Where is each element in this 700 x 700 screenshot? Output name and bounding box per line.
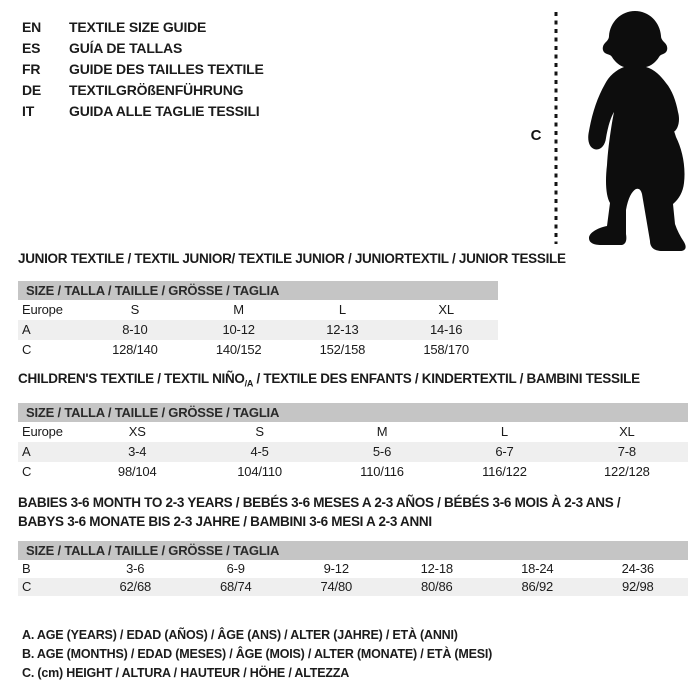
cell: 116/122 [482, 464, 527, 479]
cell: 110/116 [360, 464, 404, 479]
cell: 86/92 [521, 579, 554, 594]
cell: 5-6 [372, 444, 392, 459]
language-row-fr [22, 59, 264, 80]
column-header: S [130, 302, 140, 317]
row-label: A [22, 322, 31, 337]
footnote-b: B. AGE (MONTHS) / EDAD (MESES) / ÂGE (MOIS) / ALTER (MONATE) / ETÀ (MESI) [22, 647, 493, 661]
row-label: B [22, 561, 31, 576]
language-code: EN [22, 19, 42, 35]
table-row [18, 578, 688, 596]
cell: 104/110 [237, 464, 282, 479]
table-row [18, 340, 498, 360]
babies-heading-line2: BABYS 3-6 MONATE BIS 2-3 JAHRE / BAMBINI 3-6 MESI A 2-3 ANNI [18, 514, 432, 529]
cell: 122/128 [604, 464, 650, 479]
cell: 18-24 [521, 561, 554, 576]
cell: 24-36 [621, 561, 654, 576]
row-label: C [22, 342, 32, 357]
babies-size-table [18, 541, 688, 596]
column-header: XL [619, 424, 635, 439]
children-table-heading [18, 371, 640, 389]
region-label: Europe [22, 302, 63, 317]
cell: 158/170 [423, 342, 469, 357]
cell: 6-9 [226, 561, 245, 576]
cell: 92/98 [621, 579, 654, 594]
language-list [22, 17, 264, 122]
children-heading-pre: CHILDREN'S TEXTILE / TEXTIL NIÑO [18, 371, 245, 386]
table-row [18, 320, 498, 340]
size-bar: SIZE / TALLA / TAILLE / GRÖSSE / TAGLIA [18, 541, 688, 560]
toddler-silhouette-icon [520, 0, 700, 254]
language-label: GUIDE DES TAILLES TEXTILE [69, 61, 264, 77]
table-row [18, 462, 688, 482]
row-label: C [22, 579, 32, 594]
language-row-it [22, 101, 264, 122]
cell: 128/140 [112, 342, 158, 357]
language-label: TEXTILGRÖßENFÜHRUNG [69, 82, 244, 98]
row-label: C [22, 464, 32, 479]
table-header-row [18, 300, 498, 320]
children-size-table [18, 403, 688, 482]
footnote-a: A. AGE (YEARS) / EDAD (AÑOS) / ÂGE (ANS) / ALTER (JAHRE) / ETÀ (ANNI) [22, 628, 458, 642]
junior-size-table [18, 281, 498, 360]
cell: 152/158 [319, 342, 366, 357]
region-label: Europe [22, 424, 63, 439]
footnote-c: C. (cm) HEIGHT / ALTURA / HAUTEUR / HÖHE / ALTEZZA [22, 666, 350, 680]
babies-heading-line1: BABIES 3-6 MONTH TO 2-3 YEARS / BEBÉS 3-6 MESES A 2-3 AÑOS / BÉBÉS 3-6 MOIS À 2-3 ANS / [18, 495, 621, 510]
column-header: XL [438, 302, 454, 317]
toddler-body-shape [588, 11, 685, 251]
row-label: A [22, 444, 31, 459]
language-row-de [22, 80, 264, 101]
language-code: ES [22, 40, 41, 56]
cell: 80/86 [420, 579, 453, 594]
table-row [18, 442, 688, 462]
language-row-es [22, 38, 264, 59]
column-header: M [376, 424, 388, 439]
children-heading-post: / TEXTILE DES ENFANTS / KINDERTEXTIL / BAMBINI TESSILE [253, 371, 640, 386]
cell: 6-7 [495, 444, 514, 459]
cell: 14-16 [430, 322, 463, 337]
cell: 98/104 [117, 464, 157, 479]
junior-table-heading: JUNIOR TEXTILE / TEXTIL JUNIOR/ TEXTILE JUNIOR / JUNIORTEXTIL / JUNIOR TESSILE [18, 251, 566, 266]
language-code: IT [22, 103, 35, 119]
table-row [18, 560, 688, 578]
cell: 3-4 [128, 444, 147, 459]
language-label: GUÍA DE TALLAS [69, 40, 183, 56]
column-header: S [255, 424, 264, 439]
cell: 7-8 [617, 444, 636, 459]
cell: 62/68 [119, 579, 152, 594]
cell: 10-12 [222, 322, 255, 337]
children-heading-sub: /A [244, 378, 254, 389]
cell: 4-5 [250, 444, 269, 459]
language-row-en [22, 17, 264, 38]
size-bar: SIZE / TALLA / TAILLE / GRÖSSE / TAGLIA [18, 403, 688, 422]
size-bar: SIZE / TALLA / TAILLE / GRÖSSE / TAGLIA [18, 281, 498, 300]
language-label: GUIDA ALLE TAGLIE TESSILI [69, 103, 260, 119]
cell: 140/152 [215, 342, 262, 357]
column-header: L [500, 424, 508, 439]
cell: 74/80 [320, 579, 353, 594]
column-header: L [338, 302, 346, 317]
cell: 12-13 [326, 322, 359, 337]
cell: 68/74 [219, 579, 252, 594]
language-code: DE [22, 82, 42, 98]
footnote-list [22, 626, 492, 683]
table-header-row [18, 422, 688, 442]
cell: 8-10 [122, 322, 148, 337]
column-header: XS [128, 424, 146, 439]
babies-table-heading [18, 493, 620, 531]
language-code: FR [22, 61, 41, 77]
column-header: M [233, 302, 244, 317]
cell: 12-18 [420, 561, 453, 576]
language-label: TEXTILE SIZE GUIDE [69, 19, 207, 35]
measure-label-c: C [530, 127, 542, 144]
toddler-figure [520, 0, 700, 254]
cell: 9-12 [323, 561, 349, 576]
cell: 3-6 [126, 561, 145, 576]
